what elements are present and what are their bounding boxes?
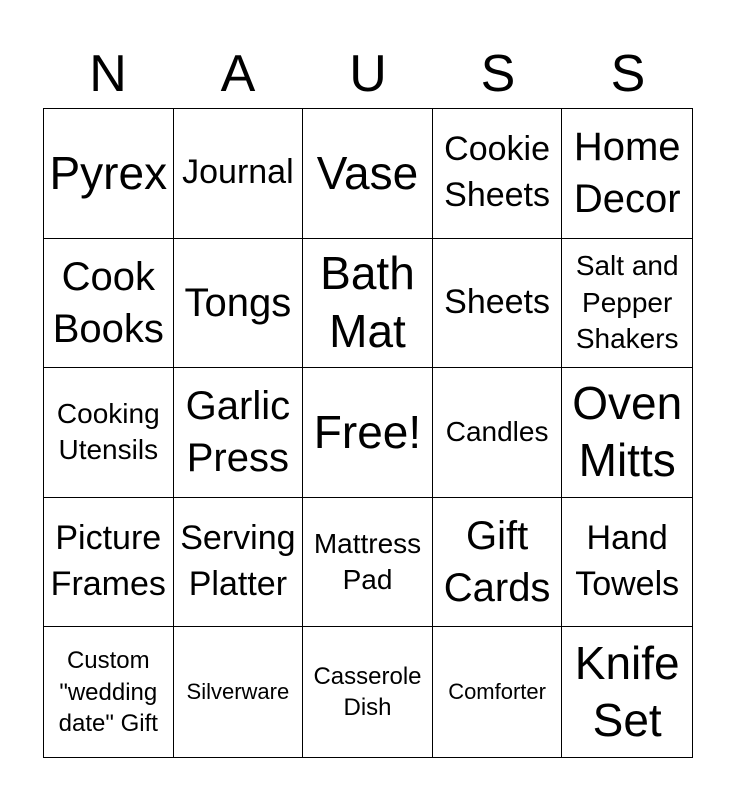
bingo-cell[interactable] <box>562 239 692 369</box>
bingo-cell[interactable] <box>44 368 174 498</box>
bingo-cell[interactable] <box>303 109 433 239</box>
bingo-cell[interactable] <box>174 239 304 369</box>
bingo-cell[interactable] <box>303 368 433 498</box>
bingo-cell-text: Gift Cards <box>443 514 551 611</box>
bingo-cell[interactable] <box>433 239 563 369</box>
bingo-cell-text: Cook Books <box>52 254 164 351</box>
bingo-cell-text: Serving Platter <box>180 519 296 604</box>
header-letter-1: N <box>89 45 127 103</box>
bingo-cell-text: Oven Mitts <box>572 376 683 487</box>
header-letter-3: U <box>349 45 387 103</box>
bingo-cell-text: Garlic Press <box>185 384 291 481</box>
bingo-cell-text: Comforter <box>448 678 546 704</box>
bingo-cell[interactable] <box>303 498 433 628</box>
bingo-cell[interactable] <box>44 498 174 628</box>
bingo-cell-text: Mattress Pad <box>313 527 422 596</box>
bingo-cell-text: Silverware <box>186 678 290 704</box>
bingo-cell-text: Salt and Pepper Shakers <box>575 250 679 355</box>
bingo-cell[interactable] <box>44 109 174 239</box>
bingo-cell[interactable] <box>174 627 304 757</box>
bingo-cell[interactable] <box>562 368 692 498</box>
bingo-cell-text: Hand Towels <box>575 519 680 604</box>
bingo-cell-text: Vase <box>316 146 419 199</box>
bingo-cell-text: Journal <box>182 153 294 192</box>
bingo-cell[interactable] <box>433 368 563 498</box>
bingo-cell-text: Custom "wedding date" Gift <box>58 647 158 737</box>
bingo-cell-text: Pyrex <box>49 146 168 199</box>
bingo-cell[interactable] <box>303 239 433 369</box>
header-letter-4: S <box>480 45 516 103</box>
header-letter-5: S <box>610 45 646 103</box>
bingo-cell-text: Tongs <box>184 280 292 325</box>
bingo-cell[interactable] <box>562 109 692 239</box>
bingo-cell[interactable] <box>174 109 304 239</box>
bingo-cell[interactable] <box>44 627 174 757</box>
bingo-cell-text: Cookie Sheets <box>444 130 551 215</box>
bingo-cell[interactable] <box>174 498 304 628</box>
bingo-cell-text: Bath Mat <box>320 247 415 357</box>
bingo-header <box>43 40 693 108</box>
bingo-cell-text: Casserole Dish <box>313 663 422 722</box>
bingo-cell[interactable] <box>433 109 563 239</box>
bingo-cell[interactable] <box>433 627 563 757</box>
bingo-cell-text: Free! <box>313 405 422 458</box>
bingo-cell-text: Candles <box>445 416 549 448</box>
bingo-cell[interactable] <box>174 368 304 498</box>
bingo-cell[interactable] <box>562 498 692 628</box>
bingo-cell[interactable] <box>562 627 692 757</box>
header-letter-2: A <box>220 45 256 103</box>
bingo-cell-text: Sheets <box>444 282 551 321</box>
bingo-grid <box>43 108 693 758</box>
bingo-cell[interactable] <box>303 627 433 757</box>
bingo-cell[interactable] <box>433 498 563 628</box>
bingo-cell-text: Picture Frames <box>50 519 166 604</box>
bingo-cell-text: Cooking Utensils <box>56 398 160 466</box>
bingo-cell-text: Home Decor <box>573 125 681 222</box>
bingo-cell-text: Knife Set <box>574 636 680 747</box>
bingo-cell[interactable] <box>44 239 174 369</box>
